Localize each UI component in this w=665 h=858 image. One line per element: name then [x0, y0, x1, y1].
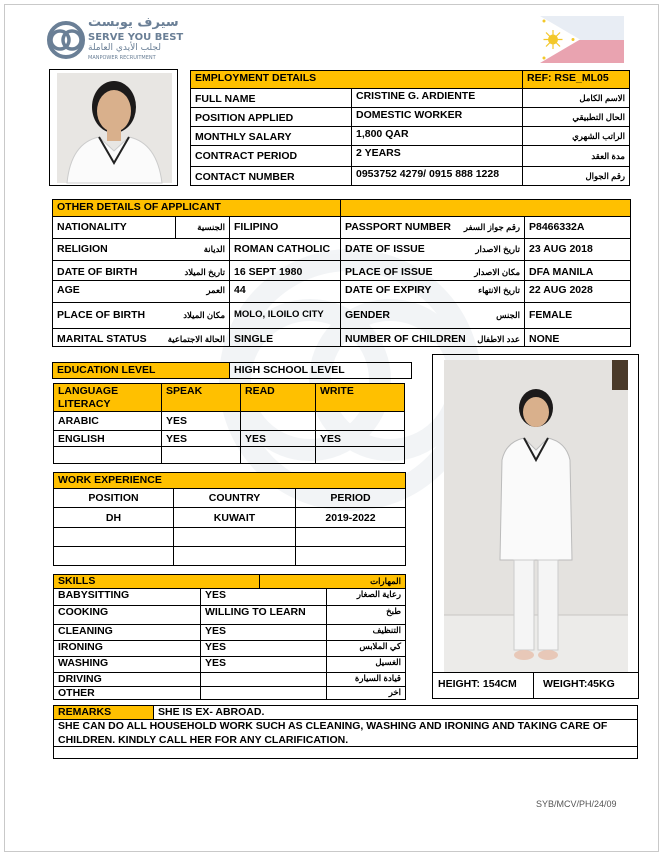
portrait-photo	[57, 73, 172, 183]
skill-value: YES	[200, 640, 327, 657]
work-row-empty	[53, 546, 174, 566]
speak-column-header: SPEAK	[161, 383, 241, 412]
company-logo-icon	[46, 18, 86, 62]
read-column-header: READ	[240, 383, 316, 412]
date-of-expiry-label: DATE OF EXPIRY	[340, 280, 460, 303]
number-of-children-value: NONE	[524, 328, 631, 347]
number-of-children-arabic-label: عدد الاطفال	[473, 328, 525, 347]
marital-status-label: MARITAL STATUS	[52, 328, 176, 347]
skill-arabic-name: طبخ	[326, 605, 406, 625]
reference-number: REF: RSE_ML05	[522, 70, 630, 89]
language-row-write: YES	[315, 430, 405, 447]
skill-name: WASHING	[53, 656, 201, 673]
passport-number-value: P8466332A	[524, 216, 631, 239]
place-of-birth-value: MOLO, ILOILO CITY	[229, 302, 341, 329]
language-row-lang: ARABIC	[53, 411, 162, 431]
work-experience-header: WORK EXPERIENCE	[53, 472, 406, 489]
language-row-empty	[315, 446, 405, 464]
language-row-speak: YES	[161, 411, 241, 431]
skill-value: WILLING TO LEARN	[200, 605, 327, 625]
skill-arabic-name: قيادة السيارة	[326, 672, 406, 687]
skill-value	[200, 672, 327, 687]
work-period-column-header: PERIOD	[295, 488, 406, 508]
age-arabic-label: العمر	[174, 280, 230, 303]
language-row-empty	[240, 446, 316, 464]
date-of-birth-arabic-label: تاريخ الميلاد	[174, 260, 230, 281]
marital-status-value: SINGLE	[229, 328, 341, 347]
philippines-flag-icon	[540, 16, 624, 63]
skill-arabic-name: التنظيف	[326, 624, 406, 641]
place-of-issue-arabic-label: مكان الاصدار	[459, 260, 525, 281]
other-details-header-right	[340, 199, 631, 217]
skill-name: OTHER	[53, 686, 201, 700]
remarks-line-1: SHE IS EX- ABROAD.	[153, 705, 638, 720]
remarks-body	[53, 719, 638, 747]
work-row-position: DH	[53, 507, 174, 528]
passport-number-label: PASSPORT NUMBER	[340, 216, 460, 239]
skill-arabic-name: رعاية الصغار	[326, 588, 406, 606]
language-row-empty	[161, 446, 241, 464]
portrait-photo-frame	[49, 69, 178, 186]
skill-name: DRIVING	[53, 672, 201, 687]
date-of-birth-label: DATE OF BIRTH	[52, 260, 176, 281]
date-of-issue-value: 23 AUG 2018	[524, 238, 631, 261]
contract-period-arabic-label: مدة العقد	[522, 145, 630, 167]
remarks-label: REMARKS	[53, 705, 154, 720]
work-row-empty	[295, 546, 406, 566]
date-of-expiry-arabic-label: تاريخ الانتهاء	[459, 280, 525, 303]
full-name-arabic-label: الاسم الكامل	[522, 88, 630, 108]
work-row-country: KUWAIT	[173, 507, 296, 528]
remarks-empty-row	[53, 746, 638, 759]
age-label: AGE	[52, 280, 176, 303]
document-code: SYB/MCV/PH/24/09	[536, 799, 617, 809]
number-of-children-label: NUMBER OF CHILDREN	[340, 328, 474, 347]
date-of-birth-value: 16 SEPT 1980	[229, 260, 341, 281]
monthly-salary-label: MONTHLY SALARY	[190, 126, 352, 146]
work-row-empty	[173, 546, 296, 566]
language-row-read: YES	[240, 430, 316, 447]
skill-value: YES	[200, 656, 327, 673]
height-value: HEIGHT: 154CM	[438, 678, 517, 690]
other-details-header: OTHER DETAILS OF APPLICANT	[52, 199, 341, 217]
monthly-salary-value: 1,800 QAR	[351, 126, 523, 146]
language-row-speak: YES	[161, 430, 241, 447]
language-row-lang: ENGLISH	[53, 430, 162, 447]
brand-sub: MANPOWER RECRUITMENT	[88, 55, 156, 61]
gender-label: GENDER	[340, 302, 460, 329]
contact-number-value: 0953752 4279/ 0915 888 1228	[351, 166, 523, 186]
contract-period-value: 2 YEARS	[351, 145, 523, 167]
skill-arabic-name: الغسيل	[326, 656, 406, 673]
work-row-empty	[53, 527, 174, 547]
education-level-label: EDUCATION LEVEL	[52, 362, 230, 379]
work-country-column-header: COUNTRY	[173, 488, 296, 508]
language-row-read	[240, 411, 316, 431]
brand-arabic-sub: لجلب الأيدي العاملة	[88, 43, 161, 53]
education-level-value: HIGH SCHOOL LEVEL	[229, 362, 412, 379]
religion-value: ROMAN CATHOLIC	[229, 238, 341, 261]
skills-header: SKILLS	[53, 574, 260, 589]
weight-value: WEIGHT:45KG	[543, 678, 615, 690]
skill-name: IRONING	[53, 640, 201, 657]
nationality-value: FILIPINO	[229, 216, 341, 239]
place-of-issue-value: DFA MANILA	[524, 260, 631, 281]
work-row-empty	[173, 527, 296, 547]
gender-arabic-label: الجنس	[459, 302, 525, 329]
skill-name: BABYSITTING	[53, 588, 201, 606]
gender-value: FEMALE	[524, 302, 631, 329]
work-position-column-header: POSITION	[53, 488, 174, 508]
monthly-salary-arabic-label: الراتب الشهري	[522, 126, 630, 146]
brand-name: SERVE YOU BEST	[88, 32, 184, 43]
skill-name: COOKING	[53, 605, 201, 625]
position-applied-value: DOMESTIC WORKER	[351, 107, 523, 127]
nationality-arabic-label: الجنسية	[174, 216, 230, 239]
skill-arabic-name: كي الملابس	[326, 640, 406, 657]
date-of-issue-arabic-label: تاريخ الاصدار	[459, 238, 525, 261]
measurements-divider	[533, 673, 534, 699]
marital-status-arabic-label: الحالة الاجتماعية	[174, 328, 230, 347]
skill-name: CLEANING	[53, 624, 201, 641]
contact-number-label: CONTACT NUMBER	[190, 166, 352, 186]
place-of-issue-label: PLACE OF ISSUE	[340, 260, 460, 281]
write-column-header: WRITE	[315, 383, 405, 412]
religion-label: RELIGION	[52, 238, 176, 261]
position-applied-arabic-label: الحال التطبيقي	[522, 107, 630, 127]
contract-period-label: CONTRACT PERIOD	[190, 145, 352, 167]
passport-number-arabic-label: رقم جواز السفر	[459, 216, 525, 239]
contact-number-arabic-label: رقم الجوال	[522, 166, 630, 186]
age-value: 44	[229, 280, 341, 303]
employment-details-header: EMPLOYMENT DETAILS	[190, 70, 523, 89]
language-literacy-header: LANGUAGE LITERACY	[53, 383, 162, 412]
language-row-empty	[53, 446, 162, 464]
remarks-line-3: CHILDREN. KINDLY CALL HER FOR ANY CLARIFICATION.	[58, 734, 349, 746]
skills-arabic-header: المهارات	[259, 574, 406, 589]
place-of-birth-label: PLACE OF BIRTH	[52, 302, 176, 329]
brand-arabic-name: سيرف يوبست	[88, 15, 179, 30]
language-row-write	[315, 411, 405, 431]
date-of-expiry-value: 22 AUG 2028	[524, 280, 631, 303]
religion-arabic-label: الديانة	[174, 238, 230, 261]
date-of-issue-label: DATE OF ISSUE	[340, 238, 460, 261]
full-body-photo-frame	[432, 354, 639, 699]
position-applied-label: POSITION APPLIED	[190, 107, 352, 127]
full-name-label: FULL NAME	[190, 88, 352, 108]
skill-arabic-name: اخر	[326, 686, 406, 700]
full-body-photo	[444, 360, 628, 672]
skill-value: YES	[200, 624, 327, 641]
work-row-empty	[295, 527, 406, 547]
nationality-label: NATIONALITY	[52, 216, 176, 239]
place-of-birth-arabic-label: مكان الميلاد	[174, 302, 230, 329]
full-name-value: CRISTINE G. ARDIENTE	[351, 88, 523, 108]
remarks-line-2: SHE CAN DO ALL HOUSEHOLD WORK SUCH AS CLEANING, WASHING AND IRONING AND TAKING CARE OF	[58, 720, 608, 732]
skill-value	[200, 686, 327, 700]
skill-value: YES	[200, 588, 327, 606]
work-row-period: 2019-2022	[295, 507, 406, 528]
